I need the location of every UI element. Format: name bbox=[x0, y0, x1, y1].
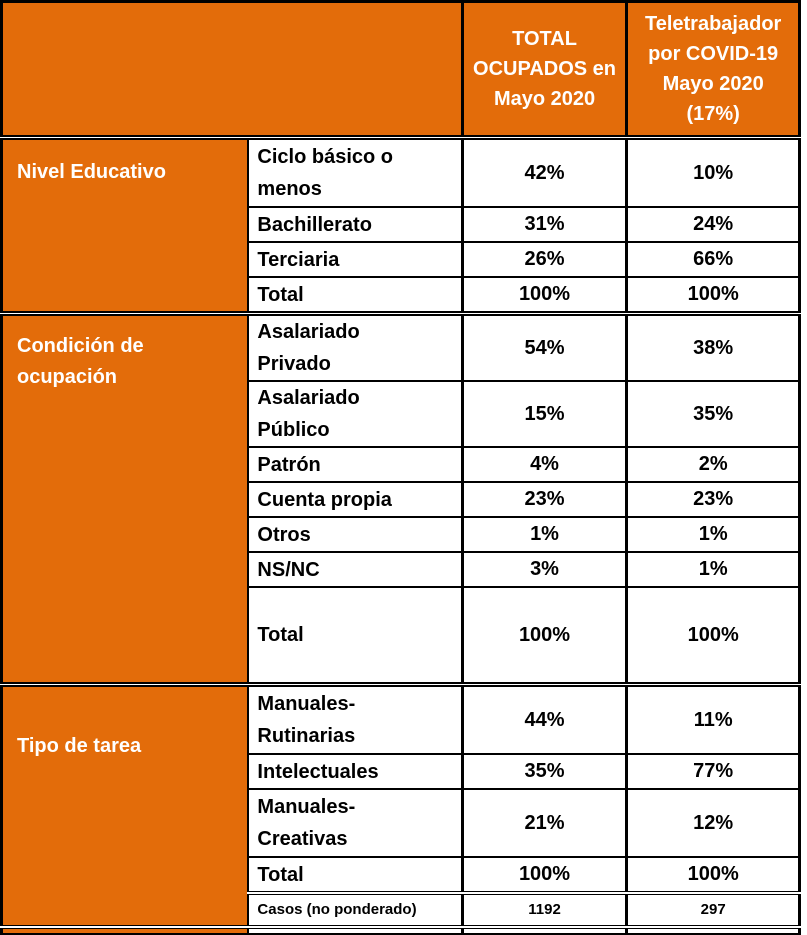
row-label: Casos (no ponderado) bbox=[248, 893, 462, 927]
tele-value: 100% bbox=[627, 277, 800, 314]
row-label: Asalariado Privado bbox=[248, 314, 462, 382]
tele-value: 1% bbox=[627, 517, 800, 552]
bottom-strip-cell bbox=[462, 927, 627, 934]
row-label: Manuales-Creativas bbox=[248, 789, 462, 857]
row-label: Total bbox=[248, 857, 462, 893]
section-title-nivel-educativo: Nivel Educativo bbox=[2, 138, 249, 314]
tele-value: 24% bbox=[627, 207, 800, 242]
total-value: 3% bbox=[462, 552, 627, 587]
total-value: 26% bbox=[462, 242, 627, 277]
row-label: Total bbox=[248, 277, 462, 314]
tele-value: 100% bbox=[627, 587, 800, 685]
tele-value: 2% bbox=[627, 447, 800, 482]
total-value: 4% bbox=[462, 447, 627, 482]
total-value: 100% bbox=[462, 277, 627, 314]
tele-value: 11% bbox=[627, 685, 800, 755]
tele-value: 12% bbox=[627, 789, 800, 857]
total-value: 54% bbox=[462, 314, 627, 382]
tele-value: 1% bbox=[627, 552, 800, 587]
header-teletrabajador: Teletrabajador por COVID-19 Mayo 2020 (17%) bbox=[627, 2, 800, 138]
row-label: Otros bbox=[248, 517, 462, 552]
row-label: Intelectuales bbox=[248, 754, 462, 789]
total-value: 42% bbox=[462, 138, 627, 208]
tele-value: 100% bbox=[627, 857, 800, 893]
header-row bbox=[2, 2, 800, 138]
header-total-ocupados: TOTAL OCUPADOS en Mayo 2020 bbox=[462, 2, 627, 138]
tele-value: 23% bbox=[627, 482, 800, 517]
total-value: 1% bbox=[462, 517, 627, 552]
table-row bbox=[2, 138, 800, 208]
total-value: 31% bbox=[462, 207, 627, 242]
bottom-strip-cell bbox=[248, 927, 462, 934]
tele-value: 10% bbox=[627, 138, 800, 208]
table-row bbox=[2, 685, 800, 755]
total-value: 100% bbox=[462, 857, 627, 893]
bottom-strip-cell bbox=[627, 927, 800, 934]
row-label: Patrón bbox=[248, 447, 462, 482]
total-value: 23% bbox=[462, 482, 627, 517]
tele-value: 66% bbox=[627, 242, 800, 277]
tele-value: 77% bbox=[627, 754, 800, 789]
row-label: Ciclo básico o menos bbox=[248, 138, 462, 208]
row-label: NS/NC bbox=[248, 552, 462, 587]
row-label: Bachillerato bbox=[248, 207, 462, 242]
row-label: Terciaria bbox=[248, 242, 462, 277]
row-label: Asalariado Público bbox=[248, 381, 462, 447]
total-value: 100% bbox=[462, 587, 627, 685]
header-spacer bbox=[2, 2, 463, 138]
tele-value: 38% bbox=[627, 314, 800, 382]
bottom-strip-row bbox=[2, 927, 800, 934]
table-row bbox=[2, 314, 800, 382]
total-value: 35% bbox=[462, 754, 627, 789]
row-label: Manuales-Rutinarias bbox=[248, 685, 462, 755]
total-value: 44% bbox=[462, 685, 627, 755]
bottom-strip-orange bbox=[2, 927, 249, 934]
total-value: 1192 bbox=[462, 893, 627, 927]
total-value: 21% bbox=[462, 789, 627, 857]
row-label: Cuenta propia bbox=[248, 482, 462, 517]
total-value: 15% bbox=[462, 381, 627, 447]
section-title-tipo-de-tarea: Tipo de tarea bbox=[2, 685, 249, 928]
row-label: Total bbox=[248, 587, 462, 685]
tele-value: 35% bbox=[627, 381, 800, 447]
tele-value: 297 bbox=[627, 893, 800, 927]
section-title-condicion-ocupacion: Condición de ocupación bbox=[2, 314, 249, 685]
